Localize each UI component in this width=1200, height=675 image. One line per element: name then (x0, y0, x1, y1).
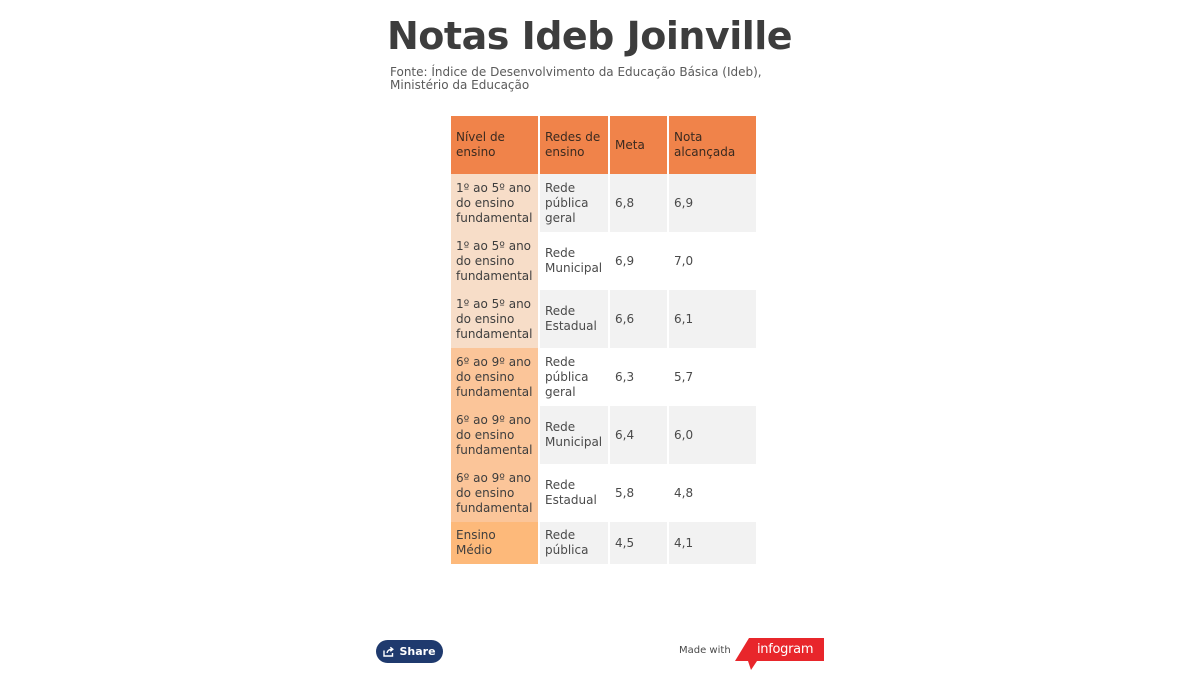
cell-goal: 6,6 (610, 290, 667, 348)
cell-goal: 6,3 (610, 348, 667, 406)
cell-score: 4,8 (669, 464, 756, 522)
cell-goal: 6,8 (610, 174, 667, 232)
cell-score: 6,9 (669, 174, 756, 232)
cell-goal: 6,4 (610, 406, 667, 464)
source-note: Fonte: Índice de Desenvolvimento da Educação Básica (Ideb), Ministério da Educação (390, 65, 762, 92)
cell-level: Ensino Médio (451, 522, 538, 564)
made-with-label: Made with (679, 645, 731, 656)
table-row (451, 174, 756, 232)
cell-level: 1º ao 5º ano do ensino fundamental (451, 174, 538, 232)
column-header-score: Nota alcançada (669, 116, 756, 174)
infogram-logo[interactable] (735, 638, 824, 670)
table-row (451, 522, 756, 564)
table-row (451, 406, 756, 464)
cell-score: 7,0 (669, 232, 756, 290)
cell-network: Rede Estadual (540, 290, 608, 348)
cell-goal: 5,8 (610, 464, 667, 522)
cell-score: 5,7 (669, 348, 756, 406)
cell-level: 6º ao 9º ano do ensino fundamental (451, 406, 538, 464)
cell-goal: 6,9 (610, 232, 667, 290)
table-row (451, 464, 756, 522)
column-header-goal: Meta (610, 116, 667, 174)
table-row (451, 232, 756, 290)
ideb-table (449, 116, 758, 564)
cell-level: 1º ao 5º ano do ensino fundamental (451, 290, 538, 348)
cell-network: Rede pública geral (540, 348, 608, 406)
table-row (451, 290, 756, 348)
table-header-row (451, 116, 756, 174)
cell-network: Rede Municipal (540, 232, 608, 290)
page-title: Notas Ideb Joinville (387, 14, 793, 58)
cell-network: Rede pública geral (540, 174, 608, 232)
cell-level: 6º ao 9º ano do ensino fundamental (451, 464, 538, 522)
cell-network: Rede pública (540, 522, 608, 564)
share-label: Share (399, 645, 436, 658)
column-header-level: Nível de ensino (451, 116, 538, 174)
cell-score: 6,1 (669, 290, 756, 348)
share-button[interactable] (376, 640, 443, 663)
cell-score: 6,0 (669, 406, 756, 464)
cell-network: Rede Municipal (540, 406, 608, 464)
cell-goal: 4,5 (610, 522, 667, 564)
table-row (451, 348, 756, 406)
cell-network: Rede Estadual (540, 464, 608, 522)
column-header-network: Redes de ensino (540, 116, 608, 174)
cell-level: 1º ao 5º ano do ensino fundamental (451, 232, 538, 290)
cell-score: 4,1 (669, 522, 756, 564)
share-icon (383, 646, 394, 657)
infogram-logo-text: infogram (757, 642, 814, 657)
cell-level: 6º ao 9º ano do ensino fundamental (451, 348, 538, 406)
